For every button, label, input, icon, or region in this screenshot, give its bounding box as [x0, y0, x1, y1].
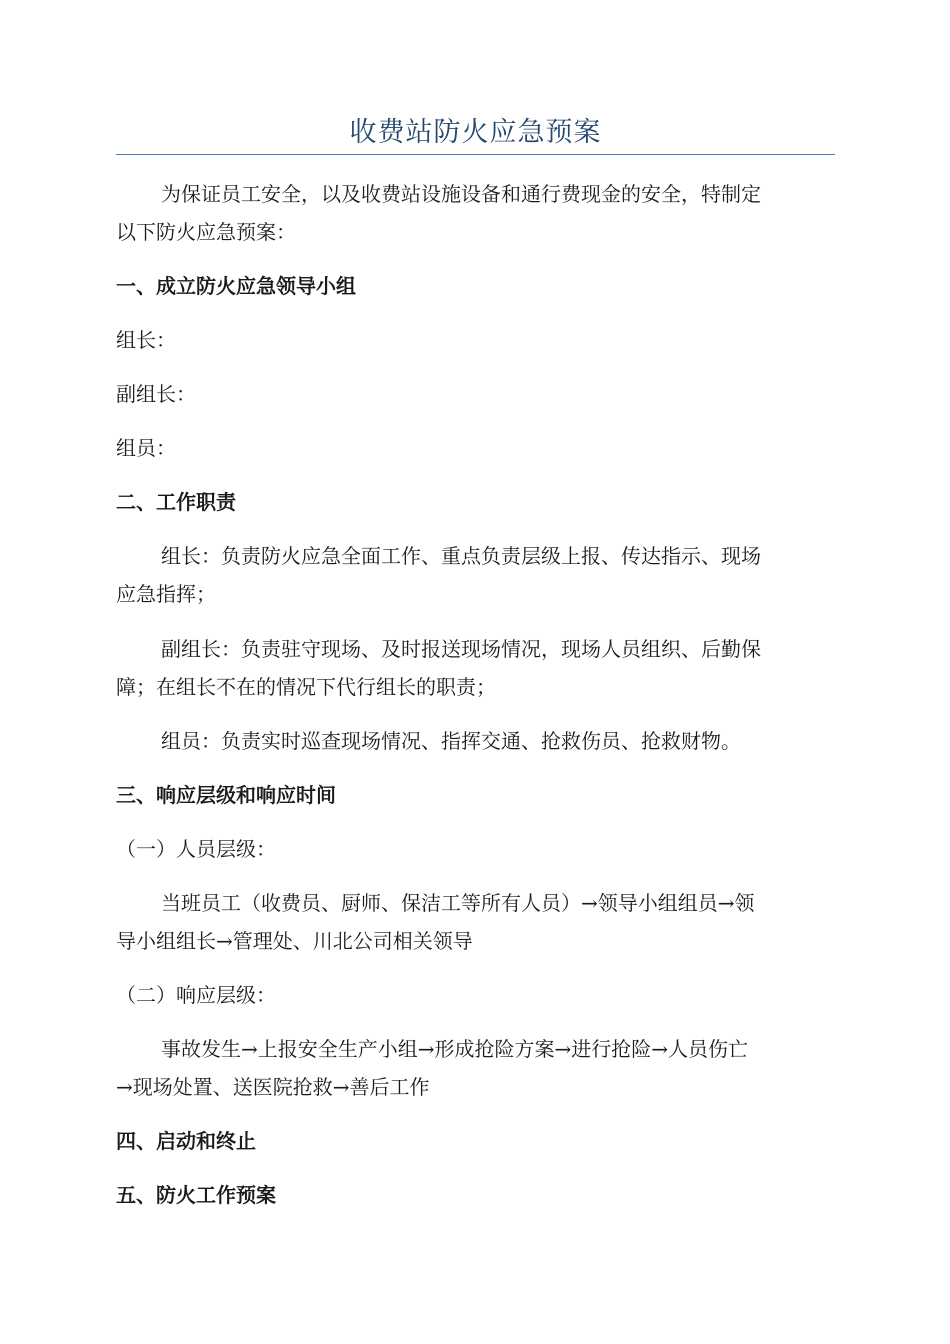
- section-1-heading: 一、成立防火应急领导小组: [116, 274, 356, 298]
- section-2-heading: 二、工作职责: [116, 490, 236, 514]
- deputy-duty-line-1: 副组长：负责驻守现场、及时报送现场情况，现场人员组织、后勤保: [161, 637, 761, 661]
- section-3-heading: 三、响应层级和响应时间: [116, 783, 336, 807]
- subsection-2-heading: （二）响应层级：: [116, 983, 276, 1007]
- leader-duty-paragraph: [116, 537, 880, 575]
- response-chain-paragraph-cont: [116, 1068, 835, 1106]
- deputy-duty-paragraph: [116, 630, 880, 668]
- section-4-heading: 四、启动和终止: [116, 1129, 256, 1153]
- members-field: 组员：: [116, 436, 176, 460]
- deputy-duty-line-2: 障；在组长不在的情况下代行组长的职责；: [116, 675, 496, 699]
- response-chain-line-1: 事故发生→上报安全生产小组→形成抢险方案→进行抢险→人员伤亡: [161, 1037, 749, 1061]
- leader-field: 组长：: [116, 328, 176, 352]
- document-title: 收费站防火应急预案: [349, 117, 602, 148]
- title-underline: [116, 154, 835, 155]
- response-chain-line-2: →现场处置、送医院抢救→善后工作: [116, 1075, 430, 1099]
- personnel-chain-line-2: 导小组组长→管理处、川北公司相关领导: [116, 929, 473, 953]
- intro-paragraph-cont: [116, 213, 835, 251]
- personnel-chain-paragraph: [116, 884, 880, 922]
- section-5-heading: 五、防火工作预案: [116, 1183, 276, 1207]
- deputy-leader-field: 副组长：: [116, 382, 196, 406]
- personnel-chain-paragraph-cont: [116, 922, 835, 960]
- leader-duty-line-2: 应急指挥；: [116, 582, 216, 606]
- intro-paragraph: [116, 175, 880, 213]
- subsection-1-heading: （一）人员层级：: [116, 837, 276, 861]
- member-duty-paragraph: 组员：负责实时巡查现场情况、指挥交通、抢救伤员、抢救财物。: [161, 729, 741, 753]
- leader-duty-line-1: 组长：负责防火应急全面工作、重点负责层级上报、传达指示、现场: [161, 544, 761, 568]
- intro-line-2: 以下防火应急预案：: [116, 220, 296, 244]
- leader-duty-paragraph-cont: [116, 575, 835, 613]
- deputy-duty-paragraph-cont: [116, 668, 835, 706]
- response-chain-paragraph: [116, 1030, 880, 1068]
- personnel-chain-line-1: 当班员工（收费员、厨师、保洁工等所有人员）→领导小组组员→领: [161, 891, 755, 915]
- intro-line-1: 为保证员工安全，以及收费站设施设备和通行费现金的安全，特制定: [161, 182, 761, 206]
